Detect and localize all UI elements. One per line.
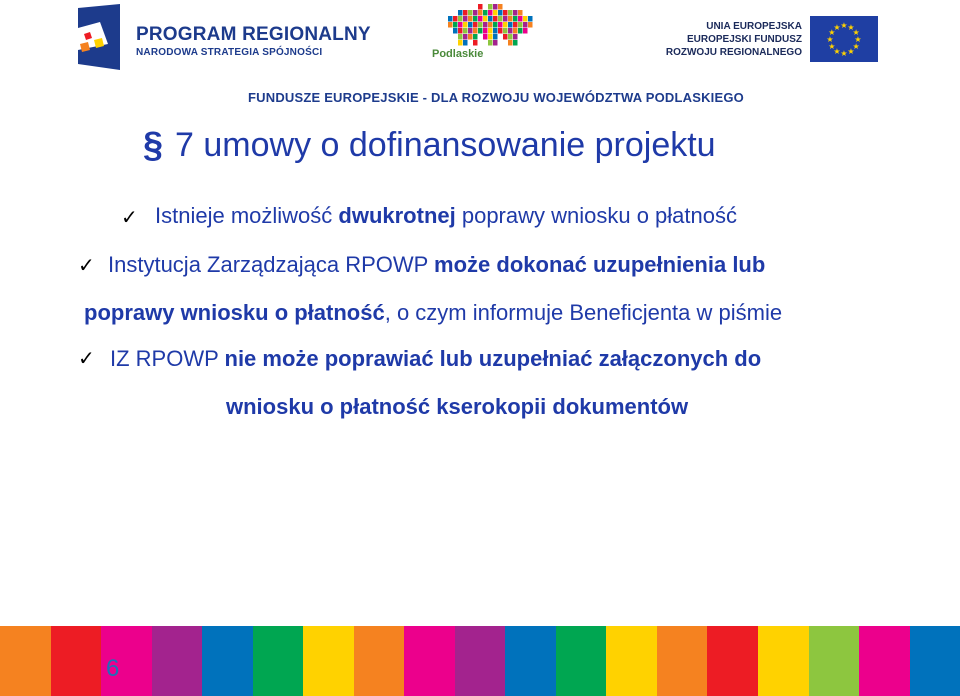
svg-text:★: ★: [840, 49, 848, 58]
footer-stripe: [910, 626, 960, 696]
bullet-segment: dwukrotnej: [338, 203, 456, 228]
podlaskie-label: Podlaskie: [432, 48, 484, 60]
svg-text:★: ★: [847, 47, 855, 57]
svg-text:★: ★: [852, 42, 860, 51]
svg-text:★: ★: [847, 22, 855, 32]
header: [0, 0, 960, 110]
footer-stripe: [556, 626, 607, 696]
footer-stripe: [859, 626, 910, 696]
section-symbol: §: [143, 124, 164, 165]
program-subtitle: NARODOWA STRATEGIA SPÓJNOŚCI: [136, 47, 323, 58]
footer-stripe: [51, 626, 102, 696]
footer-stripe: [0, 626, 51, 696]
bullet-text-3-line1: [110, 346, 761, 372]
bullet-segment: poprawy wniosku o płatność: [84, 300, 385, 325]
checkmark-icon: ✓: [78, 348, 95, 370]
footer-stripe: [404, 626, 455, 696]
bullet-segment: IZ RPOWP: [110, 346, 225, 371]
bullet-segment: Istnieje możliwość: [155, 203, 339, 228]
eu-text: UNIA EUROPEJSKA EUROPEJSKI FUNDUSZ ROZWOJU REGIONALNEGO: [665, 21, 802, 58]
svg-text:★: ★: [833, 47, 841, 57]
bullet-segment: Instytucja Zarządzająca RPOWP: [108, 252, 435, 277]
svg-text:★: ★: [854, 35, 862, 44]
program-logo-icon: [78, 4, 120, 70]
footer-stripe: [455, 626, 506, 696]
svg-text:★: ★: [826, 35, 834, 44]
page-number: 6: [106, 655, 120, 682]
bullet-segment: poprawy wniosku o płatność: [455, 203, 737, 228]
footer-stripes: [0, 626, 960, 696]
footer-stripe: [707, 626, 758, 696]
program-title: PROGRAM REGIONALNY: [136, 24, 371, 45]
svg-text:★: ★: [852, 28, 860, 37]
footer-stripe: [758, 626, 809, 696]
slide-title: [143, 124, 716, 166]
program-logo: [78, 4, 371, 74]
bullet-segment: nie może poprawiać lub uzupełniać załączonych do: [224, 346, 762, 371]
bullet-text-1-line1: [155, 203, 737, 229]
svg-text:★: ★: [833, 22, 841, 32]
checkmark-icon: ✓: [78, 255, 95, 277]
bullet-segment: może dokonać uzupełnienia lub: [434, 252, 766, 277]
footer-stripe: [354, 626, 405, 696]
eu-flag-icon: [810, 16, 878, 62]
svg-text:★: ★: [840, 21, 848, 30]
bullet-segment: , o czym informuje Beneficjenta w piśmie: [384, 300, 783, 325]
bullet-text-2-line1: [108, 252, 765, 278]
bullet-text-3-line2: [226, 394, 688, 420]
bullet-text-2-line2: [84, 300, 782, 326]
checkmark-icon: ✓: [121, 207, 138, 229]
footer-stripe: [606, 626, 657, 696]
eu-logo: [665, 16, 878, 66]
svg-text:★: ★: [828, 28, 836, 37]
footer-stripe: [505, 626, 556, 696]
footer-stripe: [809, 626, 860, 696]
podlaskie-logo: [428, 4, 538, 66]
header-banner: FUNDUSZE EUROPEJSKIE - DLA ROZWOJU WOJEWÓDZTWA PODLASKIEGO: [248, 90, 744, 105]
bullet-segment: wniosku o płatność kserokopii dokumentów: [226, 394, 689, 419]
page-title: 7 umowy o dofinansowanie projektu: [175, 125, 716, 164]
footer-stripe: [253, 626, 304, 696]
footer-stripe: [202, 626, 253, 696]
footer-stripe: [657, 626, 708, 696]
footer-stripe: [303, 626, 354, 696]
footer-stripe: [152, 626, 203, 696]
svg-text:★: ★: [828, 42, 836, 51]
podlaskie-bison-icon: [428, 4, 538, 48]
